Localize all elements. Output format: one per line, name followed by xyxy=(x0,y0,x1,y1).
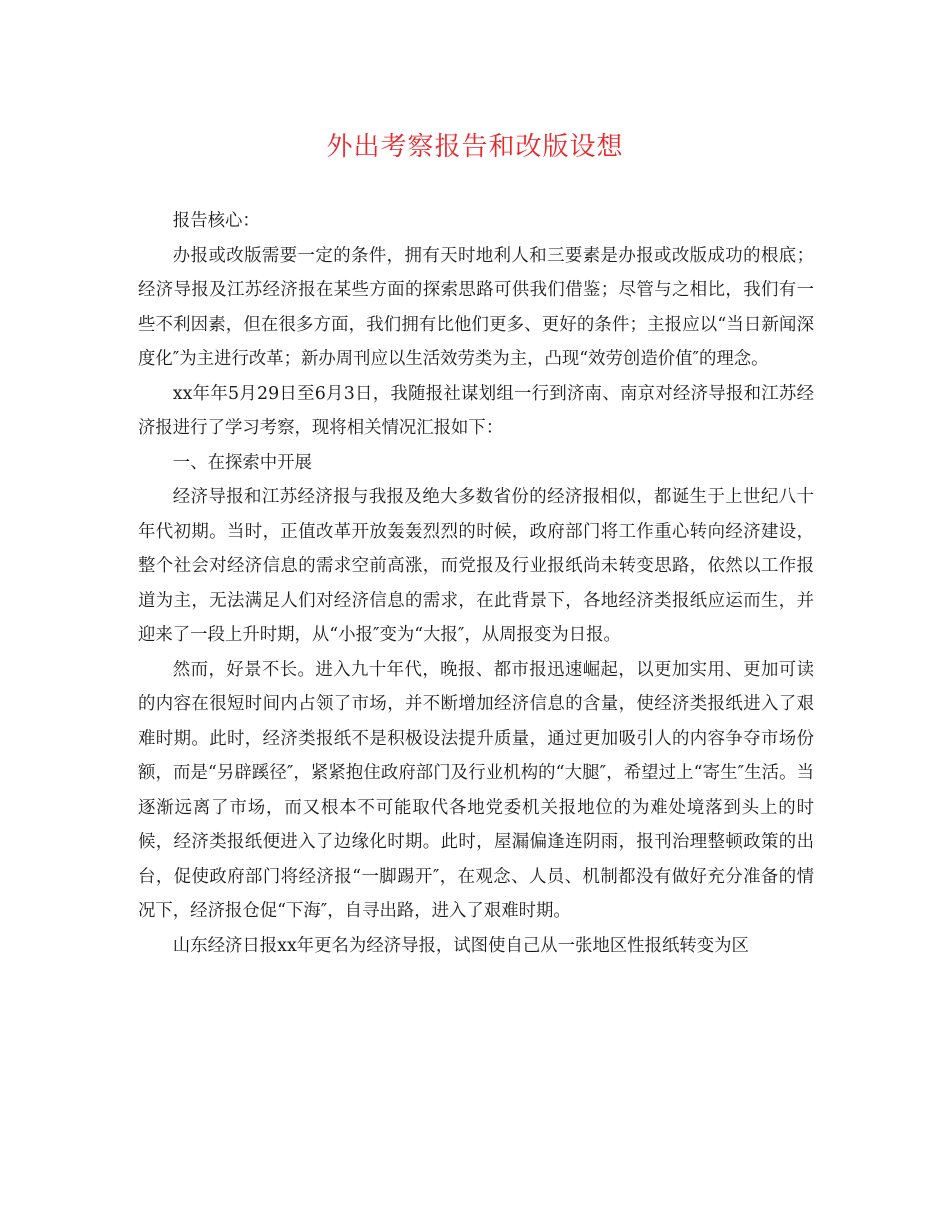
paragraph-decline: 然而，好景不长。进入九十年代，晚报、都市报迅速崛起，以更加实用、更加可读的内容在很短时间内占领了市场，并不断增加经济信息的含量，使经济类报纸进入了艰难时期。此时，经济类报纸不是积极设法提升质量，通过更加吸引人的内容争夺市场份额，而是“另辟蹊径″，紧紧抱住政府部门及行业机构的“大腿″，希望过上“寄生″生活。当逐渐远离了市场，而又根本不可能取代各地党委机关报地位的为难处境落到头上的时候，经济类报纸便进入了边缘化时期。此时，屋漏偏逢连阴雨，报刊治理整顿政策的出台，促使政府部门将经济报“一脚踢开″，在观念、人员、机制都没有做好充分准备的情况下，经济报仓促“下海″，自寻出路，进入了艰难时期。 xyxy=(138,659,814,921)
paragraph-report-core-summary: 办报或改版需要一定的条件，拥有天时地利人和三要素是办报或改版成功的根底；经济导报及江苏经济报在某些方面的探索思路可供我们借鉴；尽管与之相比，我们有一些不利因素，但在很多方面，我们拥有比他们更多、更好的条件；主报应以“当日新闻深度化″为主进行改革；新办周刊应以生活效劳类为主，凸现“效劳创造价值″的理念。 xyxy=(138,245,814,369)
paragraph-trip-intro: xx年年5月29日至6月3日，我随报社谋划组一行到济南、南京对经济导报和江苏经济报进行了学习考察，现将相关情况汇报如下： xyxy=(138,383,814,438)
document-title: 外出考察报告和改版设想 xyxy=(326,132,624,162)
document-body xyxy=(138,204,814,963)
paragraph-report-core-label: 报告核心： xyxy=(172,211,260,231)
paragraph-history: 经济导报和江苏经济报与我报及绝大多数省份的经济报相似，都诞生于上世纪八十年代初期。当时，正值改革开放轰轰烈烈的时候，政府部门将工作重心转向经济建设，整个社会对经济信息的需求空前高涨，而党报及行业报纸尚未转变思路，依然以工作报道为主，无法满足人们对经济信息的需求，在此背景下，各地经济类报纸应运而生，并迎来了一段上升时期，从“小报″变为“大报″，从周报变为日报。 xyxy=(138,487,814,645)
section-heading-1: 一、在探索中开展 xyxy=(172,452,312,473)
paragraph-shandong: 山东经济日报xx年更名为经济导报，试图使自己从一张地区性报纸转变为区 xyxy=(172,935,749,956)
